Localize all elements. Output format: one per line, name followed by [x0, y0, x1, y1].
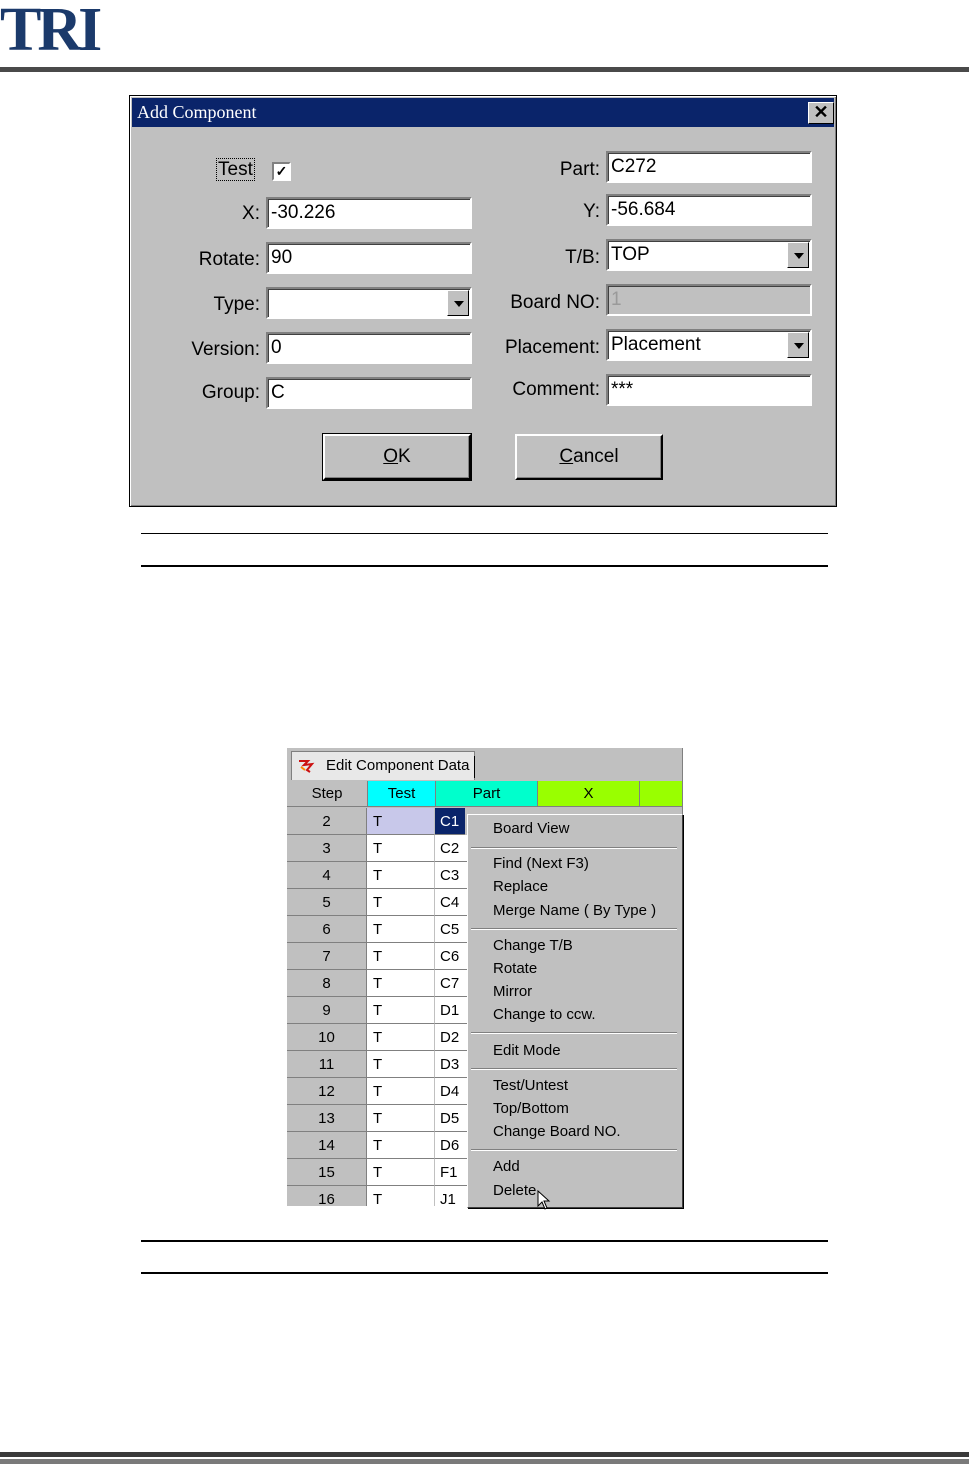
tab-edit-component-data[interactable] [291, 751, 475, 780]
test-cell[interactable]: T [367, 943, 435, 970]
menu-item-top-bottom[interactable]: Top/Bottom [493, 1100, 569, 1117]
group-label: Group: [201, 382, 260, 403]
test-cell[interactable]: T [367, 808, 435, 835]
group-field[interactable]: C [266, 377, 472, 409]
caption-rule-top [141, 533, 828, 534]
column-header-test[interactable]: Test [368, 781, 436, 807]
tb-select[interactable] [606, 239, 812, 271]
test-checkbox[interactable] [272, 162, 291, 181]
step-cell[interactable]: 8 [287, 970, 367, 997]
placement-value: Placement [611, 334, 701, 355]
comment-field[interactable]: *** [606, 374, 812, 406]
check-icon: ✓ [275, 163, 288, 179]
cancel-label-rest: ancel [573, 446, 619, 467]
menu-item-mirror[interactable]: Mirror [493, 983, 533, 1000]
part-cell[interactable]: D4 [435, 1078, 475, 1105]
table-row[interactable] [287, 1105, 477, 1132]
rotate-label: Rotate: [198, 249, 260, 270]
board-no-field: 1 [606, 284, 812, 316]
step-cell[interactable]: 13 [287, 1105, 367, 1132]
test-cell[interactable]: T [367, 1024, 435, 1051]
table-row[interactable] [287, 862, 477, 889]
edit-tool-icon [298, 758, 316, 774]
table-row[interactable] [287, 1024, 477, 1051]
step-cell[interactable]: 15 [287, 1159, 367, 1186]
table-row[interactable] [287, 1132, 477, 1159]
menu-separator [471, 1032, 677, 1034]
part-cell[interactable]: F1 [435, 1159, 475, 1186]
y-label: Y: [583, 201, 600, 222]
tb-label: T/B: [565, 247, 600, 268]
part-cell[interactable]: D3 [435, 1051, 475, 1078]
x-field[interactable]: -30.226 [266, 197, 472, 229]
menu-item-delete[interactable]: Delete [493, 1182, 537, 1199]
table-row[interactable] [287, 1159, 477, 1186]
part-cell[interactable]: J1 [435, 1186, 475, 1206]
menu-item-rotate[interactable]: Rotate [493, 960, 538, 977]
chevron-down-icon[interactable] [787, 242, 809, 268]
ok-button[interactable] [323, 434, 471, 480]
version-label: Version: [191, 339, 260, 360]
test-cell[interactable]: T [367, 1132, 435, 1159]
part-cell[interactable]: D6 [435, 1132, 475, 1159]
table-row[interactable] [287, 1051, 477, 1078]
test-cell[interactable]: T [367, 1078, 435, 1105]
board-no-label: Board NO: [510, 292, 600, 313]
caption-rule-top-2 [141, 1240, 828, 1242]
x-label: X: [242, 203, 260, 224]
menu-separator [471, 1149, 677, 1151]
menu-item-test-untest[interactable]: Test/Untest [493, 1077, 569, 1094]
test-cell[interactable]: T [367, 862, 435, 889]
part-field[interactable]: C272 [606, 151, 812, 183]
caption-rule-bottom [141, 565, 828, 567]
menu-item-change-board-no[interactable]: Change Board NO. [493, 1123, 621, 1140]
comment-label: Comment: [512, 379, 600, 400]
table-row[interactable] [287, 997, 477, 1024]
test-cell[interactable]: T [367, 997, 435, 1024]
menu-item-merge-name[interactable]: Merge Name ( By Type ) [493, 902, 657, 919]
step-cell[interactable]: 12 [287, 1078, 367, 1105]
test-label: Test [218, 159, 253, 180]
step-cell[interactable]: 10 [287, 1024, 367, 1051]
part-cell[interactable]: D5 [435, 1105, 475, 1132]
column-header-step[interactable]: Step [287, 781, 368, 807]
table-row[interactable] [287, 808, 477, 835]
dialog-titlebar [132, 98, 834, 127]
test-cell[interactable]: T [367, 970, 435, 997]
test-cell[interactable]: T [367, 1159, 435, 1186]
column-header-x[interactable]: X [538, 781, 640, 807]
type-select[interactable] [266, 287, 472, 319]
part-cell[interactable]: C4 [435, 889, 475, 916]
part-cell[interactable]: C6 [435, 943, 475, 970]
ok-mnemonic: O [383, 446, 399, 467]
menu-item-board-view[interactable]: Board View [493, 820, 570, 837]
step-cell[interactable]: 4 [287, 862, 367, 889]
header-divider [0, 67, 969, 72]
step-cell[interactable]: 16 [287, 1186, 367, 1206]
menu-item-replace[interactable]: Replace [493, 878, 549, 895]
part-cell[interactable]: C1 [435, 808, 465, 835]
menu-separator [471, 928, 677, 930]
close-icon: ✕ [813, 102, 829, 122]
column-header-y[interactable] [640, 781, 683, 807]
table-row[interactable] [287, 835, 477, 862]
menu-separator [471, 847, 677, 849]
placement-label: Placement: [504, 337, 600, 358]
menu-item-change-tb[interactable]: Change T/B [493, 937, 573, 954]
menu-item-change-ccw[interactable]: Change to ccw. [493, 1006, 596, 1023]
version-field[interactable]: 0 [266, 332, 472, 364]
step-cell[interactable]: 9 [287, 997, 367, 1024]
chevron-down-icon[interactable] [787, 332, 809, 358]
part-cell[interactable]: C5 [435, 916, 475, 943]
test-label-wrap [216, 159, 255, 181]
close-button[interactable] [808, 102, 834, 124]
ok-label-rest: K [398, 446, 411, 467]
menu-item-add[interactable]: Add [493, 1158, 520, 1175]
menu-separator [471, 1068, 677, 1070]
part-label: Part: [559, 159, 600, 180]
part-cell[interactable]: D2 [435, 1024, 475, 1051]
footer-divider [0, 1452, 969, 1457]
step-cell[interactable]: 11 [287, 1051, 367, 1078]
menu-item-edit-mode[interactable]: Edit Mode [493, 1042, 561, 1059]
part-cell[interactable]: D1 [435, 997, 475, 1024]
step-cell[interactable]: 5 [287, 889, 367, 916]
part-cell[interactable]: C2 [435, 835, 475, 862]
rotate-field[interactable]: 90 [266, 242, 472, 274]
footer-divider-shade [0, 1459, 969, 1464]
placement-select[interactable] [606, 329, 812, 361]
cancel-button[interactable] [515, 434, 663, 480]
test-cell[interactable]: T [367, 835, 435, 862]
table-row[interactable] [287, 943, 477, 970]
mouse-pointer-icon [537, 1190, 551, 1210]
table-row[interactable] [287, 970, 477, 997]
test-cell[interactable]: T [367, 1051, 435, 1078]
tri-logo: TRI [0, 0, 99, 64]
type-label: Type: [213, 294, 260, 315]
table-row[interactable] [287, 889, 477, 916]
part-cell[interactable]: C3 [435, 862, 475, 889]
step-cell[interactable]: 14 [287, 1132, 367, 1159]
tab-label: Edit Component Data [326, 757, 470, 774]
test-cell[interactable]: T [367, 1105, 435, 1132]
step-cell[interactable]: 7 [287, 943, 367, 970]
caption-rule-bottom-2 [141, 1272, 828, 1274]
step-cell[interactable]: 3 [287, 835, 367, 862]
test-cell[interactable]: T [367, 1186, 435, 1206]
table-row[interactable] [287, 916, 477, 943]
column-header-part[interactable]: Part [436, 781, 538, 807]
tab-divider [474, 756, 475, 778]
dialog-title: Add Component [137, 102, 257, 122]
tb-value: TOP [611, 244, 650, 265]
test-cell[interactable]: T [367, 916, 435, 943]
menu-item-find-next[interactable]: Find (Next F3) [493, 855, 589, 872]
step-cell[interactable]: 6 [287, 916, 367, 943]
test-cell[interactable]: T [367, 889, 435, 916]
add-component-dialog [129, 95, 837, 507]
y-field[interactable]: -56.684 [606, 194, 812, 226]
cancel-mnemonic: C [559, 446, 574, 467]
table-row[interactable] [287, 1078, 477, 1105]
part-cell[interactable]: C7 [435, 970, 475, 997]
context-menu [467, 814, 683, 1208]
table-row[interactable] [287, 1186, 477, 1206]
step-cell[interactable]: 2 [287, 808, 367, 835]
